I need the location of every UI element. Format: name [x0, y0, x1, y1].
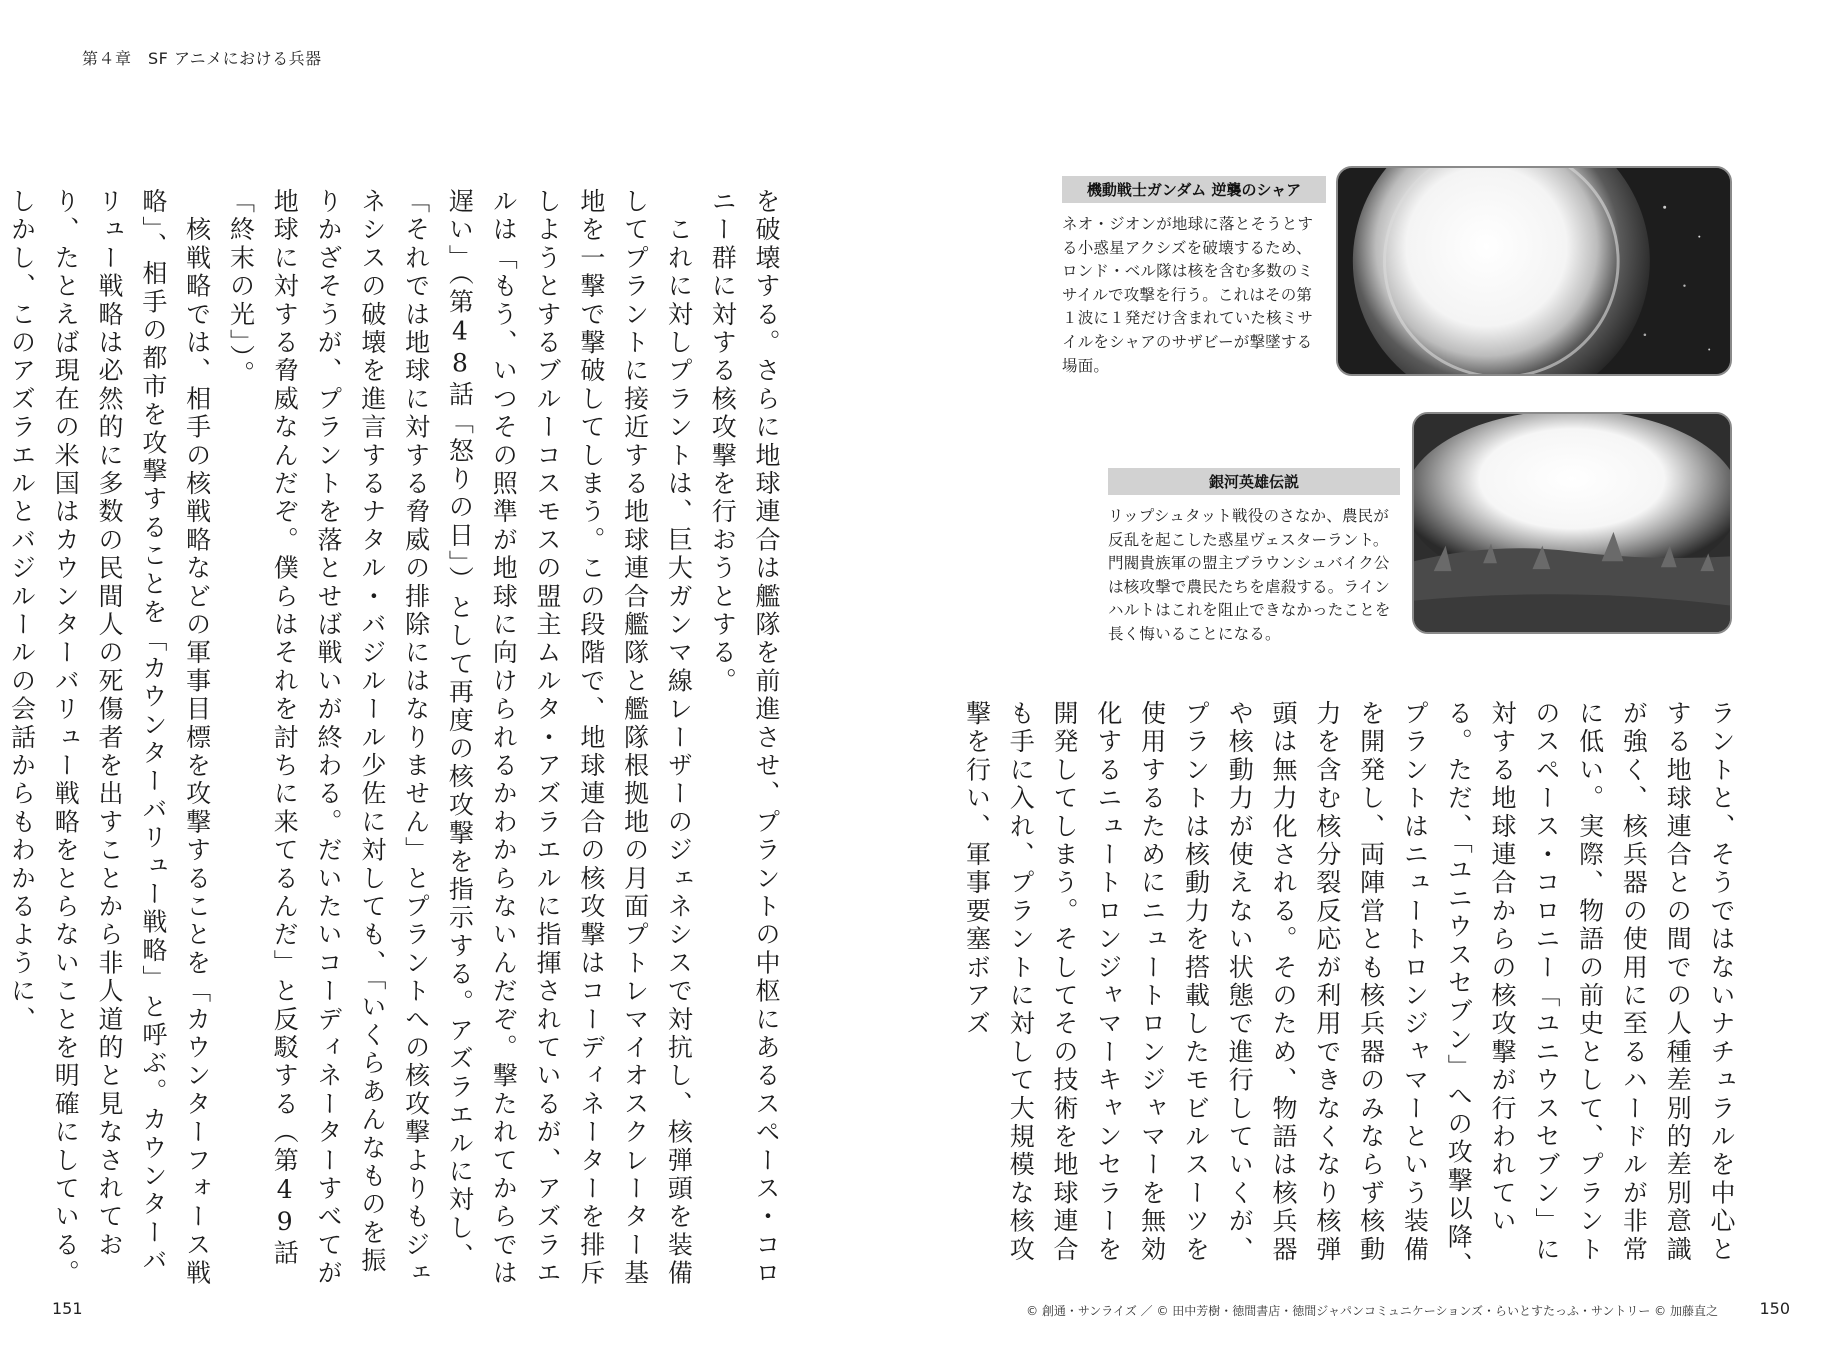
image-credits: © 創通・サンライズ ／ © 田中芳樹・徳間書店・徳間ジャパンコミュニケーションズ・らいとすたっふ・サントリー © 加藤直之 — [1026, 1304, 1718, 1318]
caption-gundam-title: 機動戦士ガンダム 逆襲のシャア — [1062, 176, 1326, 203]
caption-ginga-title: 銀河英雄伝説 — [1108, 468, 1400, 495]
caption-ginga — [1108, 468, 1400, 647]
running-head: 第４章 SF アニメにおける兵器 — [82, 49, 322, 68]
caption-gundam — [1062, 176, 1326, 378]
left-page-body — [7, 188, 788, 1288]
right-paragraph-1: ラントと、そうではないナチュラルを中心とする地球連合との間での人種差別的差別意識が強く、核兵器の使用に至るハードルが非常に低い。実際、物語の前史として、プラントのスペース・コロニー「ユニウスセブン」に対する地球連合からの核攻撃が行われている。ただ、「ユニウスセブン」への攻撃以降、プラントはニュートロンジャマーという装備を開発し、両陣営とも核兵器のみならず核動力を含む核分裂反応が利用できなくなり核弾頭は無力化される。そのため、物語は核兵器や核動力が使えない状態で進行していくが、プラントは核動力を搭載したモビルスーツを使用するためにニュートロンジャマーを無効化するニュートロンジャマーキャンセラーを開発してしまう。そしてその技術を地球連合も手に入れ、プラントに対して大規模な核攻撃を行い、軍事要塞ボアズ — [962, 700, 1736, 1280]
caption-ginga-text: リップシュタット戦役のさなか、農民が反乱を起こした惑星ヴェスターラント。門閥貴族軍の盟主ブラウンシュバイク公は核攻撃で農民たちを虐殺する。ラインハルトはこれを阻止できなかったことを長く悔いることになる。 — [1108, 507, 1391, 643]
left-paragraph-1: を破壊する。さらに地球連合は艦隊を前進させ、プラントの中枢にあるスペース・コロニー群に対する核攻撃を行おうとする。 — [708, 188, 781, 1288]
caption-gundam-text: ネオ・ジオンが地球に落とそうとする小惑星アクシズを破壊するため、ロンド・ベル隊は核を含む多数のミサイルで攻撃を行う。これはその第１波に１発だけ含まれていた核ミサイルをシャアのサザビーが撃墜する場面。 — [1062, 215, 1314, 375]
page-number-right: 150 — [1759, 1299, 1790, 1318]
right-page-body — [962, 700, 1743, 1280]
left-paragraph-2: これに対しプラントは、巨大ガンマ線レーザーのジェネシスで対抗し、核弾頭を装備してプラントに接近する地球連合艦隊と艦隊根拠地の月面プトレマイオスクレーター基地を一撃で撃破してしまう。この段階で、地球連合の核攻撃はコーディネーターを排斥しようとするブルーコスモスの盟主ムルタ・アズラエルに指揮されているが、アズラエルは「もう、いつその照準が地球に向けられるかわからないんだぞ。撃たれてからでは遅い」（第48話「怒りの日」）として再度の核攻撃を指示する。アズラエルに対し、「それでは地球に対する脅威の排除にはなりません」とプラントへの核攻撃よりもジェネシスの破壊を進言するナタル・バジルール少佐に対しても、「いくらあんなものを振りかざそうが、プラントを落とせば戦いが終わる。だいたいコーディネーターすべてが地球に対する脅威なんだぞ。僕らはそれを討ちに来てるんだ」と反駁する（第49話「終末の光」）。 — [226, 188, 694, 1288]
left-paragraph-3: 核戦略では、相手の核戦略などの軍事目標を攻撃することを「カウンターフォース戦略」、相手の都市を攻撃することを「カウンターバリュー戦略」と呼ぶ。カウンターバリュー戦略は必然的に多数の民間人の死傷者を出すことから非人道的と見なされており、たとえば現在の米国はカウンターバリュー戦略をとらないことを明確にしている。しかし、このアズラエルとバジルールの会話からもわかるように、 — [7, 188, 212, 1288]
page-number-left: 151 — [52, 1299, 83, 1318]
gundam-nuclear-explosion-image — [1336, 166, 1732, 376]
ginga-nuclear-explosion-image — [1412, 412, 1732, 634]
